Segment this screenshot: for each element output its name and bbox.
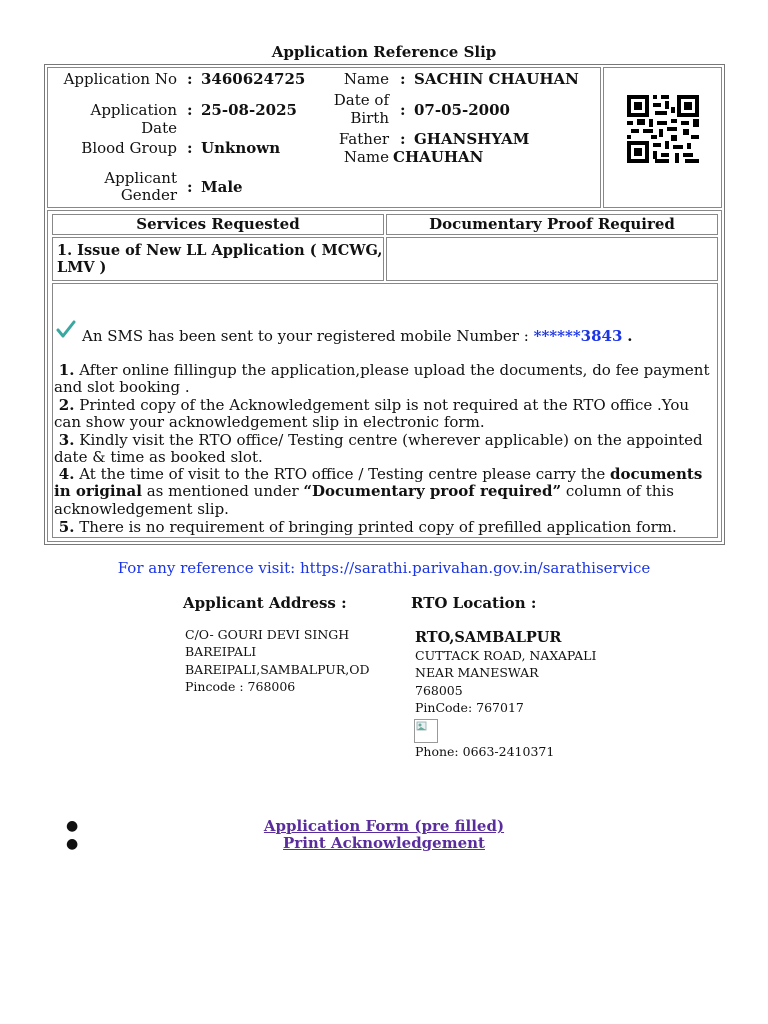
list-bullet: ● (66, 836, 79, 852)
father-label-line2: Name (343, 148, 389, 166)
name-label: Name (343, 70, 389, 88)
broken-image-icon (414, 719, 438, 743)
gender-label-line2: Gender (120, 186, 177, 204)
rto-line3: 768005 (415, 683, 463, 698)
application-date-value: 25-08-2025 (201, 101, 297, 119)
colon: : (187, 139, 193, 157)
father-name-line2: CHAUHAN (393, 148, 484, 166)
instruction-number: 5. (58, 518, 75, 536)
sms-number: ******3843 (533, 327, 623, 345)
sms-dot: . (627, 327, 633, 345)
print-acknowledgement-link[interactable]: Print Acknowledgement (283, 834, 485, 852)
instruction-2 (54, 397, 718, 432)
list-bullet: ● (66, 818, 79, 834)
address-pincode: Pincode : 768006 (185, 679, 296, 694)
address-line1: C/O- GOURI DEVI SINGH (185, 627, 350, 642)
rto-phone: Phone: 0663-2410371 (415, 744, 555, 759)
instruction-5 (54, 519, 718, 536)
instruction-bold: documents in original (54, 465, 703, 501)
services-requested-header: Services Requested (136, 215, 300, 233)
father-label-line1: Father (338, 130, 389, 148)
dob-label-line1: Date of (333, 91, 389, 109)
instruction-text: Printed copy of the Acknowledgement silp is not required at the RTO office .You can show your acknowledgement slip in electronic form. (54, 396, 690, 432)
application-no-value: 3460624725 (201, 70, 306, 88)
rto-name: RTO,SAMBALPUR (415, 629, 562, 646)
dob-value: 07-05-2000 (414, 101, 510, 119)
applicant-address-heading: Applicant Address : (183, 594, 347, 612)
service-item-line2: LMV ) (57, 259, 107, 276)
instruction-text: Kindly visit the RTO office/ Testing centre (wherever applicable) on the appointed date & time as booked slot. (54, 431, 703, 467)
page-title: Application Reference Slip (271, 43, 497, 61)
service-item-line1: 1. Issue of New LL Application ( MCWG, (57, 242, 383, 259)
qr-code-icon (627, 95, 699, 163)
colon: : (187, 101, 193, 119)
checkmark-icon (56, 320, 76, 338)
gender-value: Male (201, 178, 243, 196)
documentary-proof-header: Documentary Proof Required (429, 215, 675, 233)
dob-label-line2: Birth (350, 109, 389, 127)
rto-line2: NEAR MANESWAR (415, 665, 539, 680)
application-no-label: Application No (63, 70, 177, 88)
application-form-link[interactable]: Application Form (pre filled) (263, 817, 505, 835)
rto-pincode: PinCode: 767017 (415, 700, 524, 715)
gender-label-line1: Applicant (104, 169, 177, 187)
instruction-number: 4. (58, 465, 75, 483)
colon: : (400, 130, 406, 148)
address-line2: BAREIPALI (185, 644, 257, 659)
instruction-number: 2. (58, 396, 75, 414)
proof-row-cell (386, 237, 718, 281)
colon: : (187, 178, 193, 196)
instruction-bold: “Documentary proof required” (303, 482, 562, 501)
instruction-text: as mentioned under (141, 482, 304, 501)
colon: : (187, 70, 193, 88)
instruction-text: At the time of visit to the RTO office / Testing centre please carry the (79, 465, 611, 483)
instruction-text: column of this acknowledgement slip. (54, 482, 674, 518)
sms-text: An SMS has been sent to your registered mobile Number : (82, 327, 529, 345)
blood-group-value: Unknown (201, 139, 281, 157)
rto-line1: CUTTACK ROAD, NAXAPALI (415, 648, 597, 663)
sms-notice (82, 328, 712, 345)
instruction-1 (54, 362, 718, 397)
blood-group-label: Blood Group (81, 139, 177, 157)
father-name-line1: GHANSHYAM (414, 130, 530, 148)
instruction-4 (54, 466, 718, 518)
rto-location-heading: RTO Location : (411, 594, 537, 612)
application-date-label: Application Date (90, 101, 177, 137)
instruction-text: There is no requirement of bringing printed copy of prefilled application form. (79, 518, 677, 536)
address-line3: BAREIPALI,SAMBALPUR,OD (185, 662, 370, 677)
instruction-text: After online fillingup the application,please upload the documents, do fee payment and slot booking . (54, 361, 710, 397)
colon: : (400, 101, 406, 119)
instruction-number: 3. (58, 431, 75, 449)
instruction-3 (54, 432, 718, 467)
name-value: SACHIN CHAUHAN (414, 70, 579, 88)
reference-link[interactable]: For any reference visit: https://sarathi.parivahan.gov.in/sarathiservice (117, 559, 651, 577)
instruction-number: 1. (58, 361, 75, 379)
colon: : (400, 70, 406, 88)
